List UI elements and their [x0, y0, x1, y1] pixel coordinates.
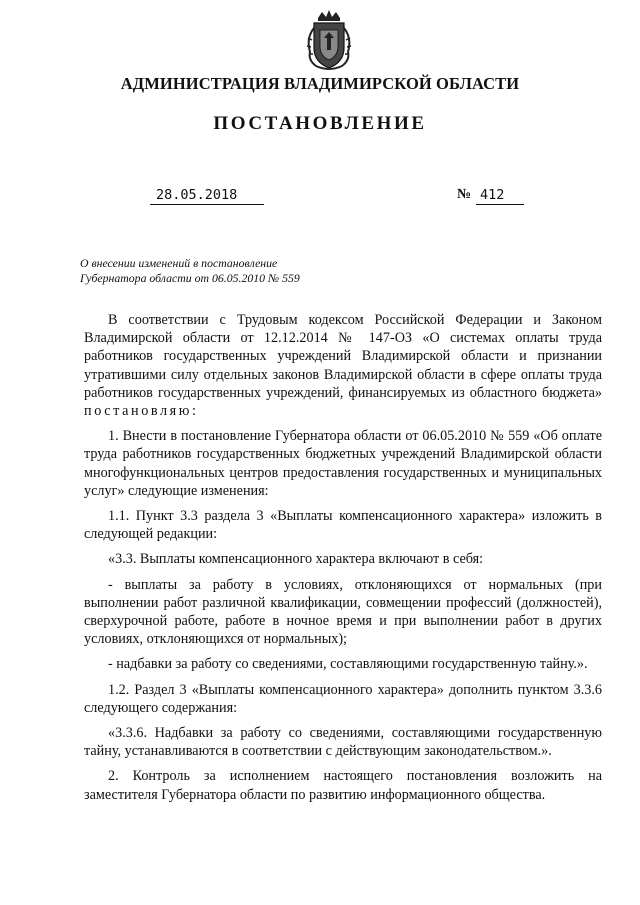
subject-line-2: Губернатора области от 06.05.2010 № 559 — [80, 271, 300, 285]
number-sign: № — [457, 187, 472, 202]
bullet-state-secret-allowance: - надбавки за работу со сведениями, составляющими государственную тайну.». — [108, 656, 588, 673]
document-body — [84, 311, 602, 804]
paragraph-1: 1. Внести в постановление Губернатора области от 06.05.2010 № 559 «Об оплате труда работников государственных бюджетных учреждений Владимирской области многофункциональных центров предоставления государственных и муниципальных услуг» следующие изменения: — [84, 428, 602, 499]
preamble-paragraph — [84, 311, 602, 420]
document-subject — [80, 256, 380, 286]
paragraph-1-1: 1.1. Пункт 3.3 раздела 3 «Выплаты компенсационного характера» изложить в следующей редакции: — [84, 508, 602, 543]
document-date: 28.05.2018 — [150, 187, 264, 205]
paragraph-1-2: 1.2. Раздел 3 «Выплаты компенсационного характера» дополнить пунктом 3.3.6 следующего содержания: — [84, 681, 602, 716]
resolve-word: постановляю: — [84, 403, 199, 420]
subject-line-1: О внесении изменений в постановление — [80, 256, 278, 270]
coat-of-arms-icon — [300, 8, 358, 72]
preamble-text: В соответствии с Трудовым кодексом Российской Федерации и Законом Владимирской области от 12.12.2014 № 147-ОЗ «О системах оплаты труда работников государственных учреждений Владимирской области и признании утратившими силу отдельных законов Владимирской области в сфере оплаты труда работников государственных учреждений, финансируемых из областного бюджета» — [84, 312, 602, 401]
document-type-title: ПОСТАНОВЛЕНИЕ — [213, 113, 427, 134]
bullet-compensation-conditions: - выплаты за работу в условиях, отклоняющихся от нормальных (при выполнении работ различной квалификации, совмещении профессий (должностей), сверхурочной работе, работе в ночное время и при выполнении работ в других условиях, отклоняющихся от нормальных); — [84, 576, 602, 648]
paragraph-2: 2. Контроль за исполнением настоящего постановления возложить на заместителя Губернатора области по развитию информационного общества. — [84, 768, 602, 803]
organization-name: АДМИНИСТРАЦИЯ ВЛАДИМИРСКОЙ ОБЛАСТИ — [120, 74, 520, 93]
paragraph-3-3-6: «3.3.6. Надбавки за работу со сведениями, составляющими государственную тайну, устанавливаются в соответствии с действующим законодательством.». — [84, 725, 602, 760]
document-number: 412 — [476, 187, 524, 205]
paragraph-3-3: «3.3. Выплаты компенсационного характера включают в себя: — [108, 551, 484, 568]
